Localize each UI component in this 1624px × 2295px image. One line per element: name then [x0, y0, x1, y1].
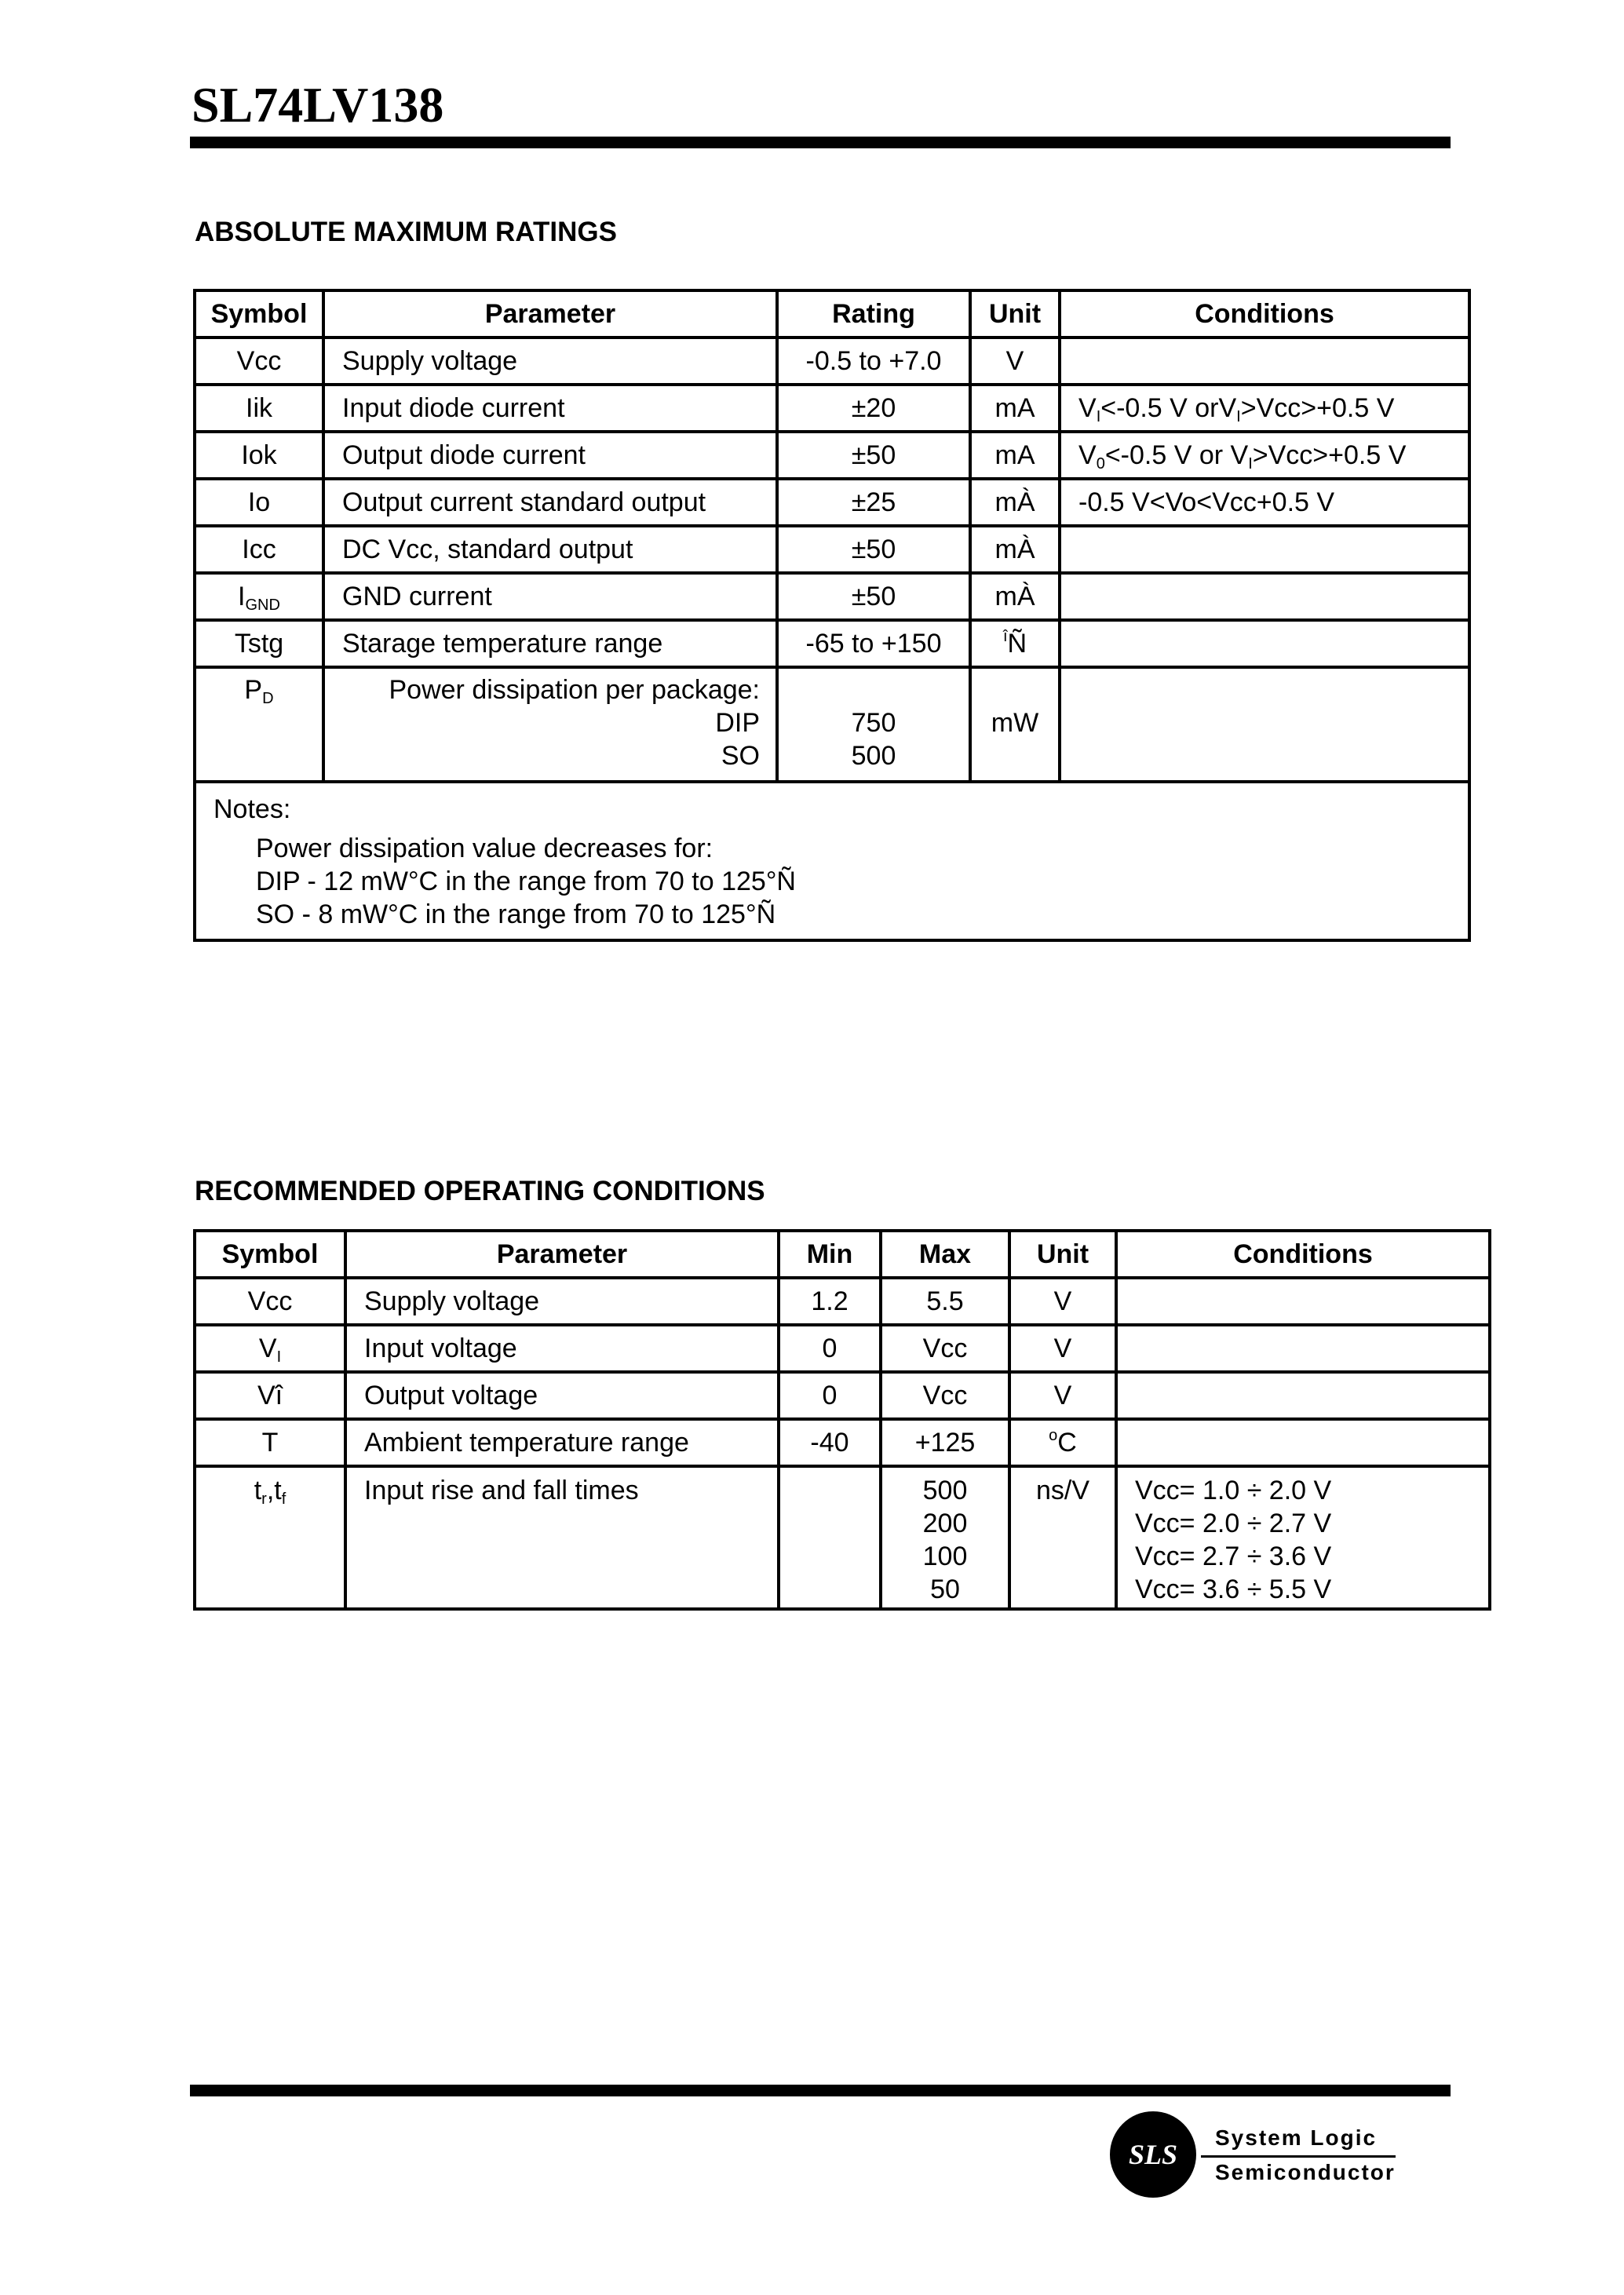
parameter-cell: DC Vcc, standard output [323, 526, 777, 573]
document-title: SL74LV138 [192, 77, 444, 133]
cond-text: >Vcc>+0.5 V [1252, 440, 1407, 470]
roc-section-title: RECOMMENDED OPERATING CONDITIONS [195, 1176, 765, 1206]
conditions-cell [1060, 620, 1469, 667]
unit-main: C [1057, 1428, 1077, 1458]
table-row [195, 1372, 1490, 1419]
conditions-cell [1060, 573, 1469, 620]
cond-subscript: I [1248, 455, 1253, 472]
absolute-maximum-ratings-table [193, 289, 1471, 942]
max-cell: Vcc [881, 1325, 1009, 1372]
parameter-cell: Input diode current [323, 385, 777, 432]
symbol-main: P [244, 675, 263, 705]
unit-cell: mÀ [970, 526, 1060, 573]
symbol-cell: Vcc [195, 1278, 345, 1325]
unit-cell: ns/V [1009, 1466, 1116, 1609]
conditions-cell [1116, 1278, 1490, 1325]
table-row [195, 526, 1469, 573]
conditions-cell [1060, 432, 1469, 479]
conditions-cell [1116, 1419, 1490, 1466]
max-cell: 5.5 [881, 1278, 1009, 1325]
max-value: 50 [930, 1574, 960, 1604]
unit-cell: V [1009, 1372, 1116, 1419]
table-row [195, 1325, 1490, 1372]
condition-line: Vcc= 2.7 ÷ 3.6 V [1135, 1542, 1332, 1571]
header-unit: Unit [970, 290, 1060, 338]
unit-cell: V [970, 338, 1060, 385]
condition-line: Vcc= 2.0 ÷ 2.7 V [1135, 1509, 1332, 1538]
parameter-cell: Starage temperature range [323, 620, 777, 667]
notes-line: Power dissipation value decreases for: [256, 834, 713, 863]
header-conditions: Conditions [1116, 1231, 1490, 1278]
company-underline [1201, 2155, 1396, 2158]
notes-line: DIP - 12 mW°C in the range from 70 to 125°Ñ [256, 867, 796, 896]
max-cell: +125 [881, 1419, 1009, 1466]
table-row [195, 385, 1469, 432]
cond-subscript: I [1236, 408, 1241, 425]
symbol-cell: Iok [195, 432, 323, 479]
recommended-operating-conditions-table [193, 1229, 1491, 1611]
conditions-cell: -0.5 V<Vo<Vcc+0.5 V [1060, 479, 1469, 526]
pd-rating: 500 [851, 741, 896, 771]
symbol-main: t [254, 1476, 262, 1505]
cond-subscript: I [1096, 408, 1101, 425]
header-parameter: Parameter [345, 1231, 779, 1278]
unit-cell [970, 620, 1060, 667]
parameter-cell: GND current [323, 573, 777, 620]
symbol-cell: Io [195, 479, 323, 526]
unit-cell: mÀ [970, 573, 1060, 620]
table-row [195, 1419, 1490, 1466]
cond-text: <-0.5 V or V [1104, 440, 1249, 470]
cond-text: V [1078, 393, 1097, 423]
unit-superscript: o [1049, 1427, 1058, 1444]
rating-cell: -65 to +150 [777, 620, 970, 667]
header-conditions: Conditions [1060, 290, 1469, 338]
symbol-cell: T [195, 1419, 345, 1466]
unit-cell: V [1009, 1325, 1116, 1372]
symbol-cell [195, 1325, 345, 1372]
cond-text: V [1078, 440, 1097, 470]
max-value: 100 [922, 1542, 968, 1571]
symbol-subscript: r [261, 1490, 267, 1508]
cond-text: <-0.5 V orV [1100, 393, 1237, 423]
notes-label: Notes: [213, 794, 291, 824]
min-cell: 0 [779, 1372, 881, 1419]
table-header-row [195, 1231, 1490, 1278]
parameter-cell: Supply voltage [345, 1278, 779, 1325]
symbol-cell: Icc [195, 526, 323, 573]
symbol-subscript: D [262, 690, 274, 707]
unit-cell [1009, 1419, 1116, 1466]
table-row [195, 573, 1469, 620]
symbol-cell: Vcc [195, 338, 323, 385]
conditions-cell [1116, 1372, 1490, 1419]
rating-cell: ±50 [777, 432, 970, 479]
conditions-cell [1116, 1325, 1490, 1372]
condition-line: Vcc= 3.6 ÷ 5.5 V [1135, 1574, 1332, 1604]
rating-cell: ±25 [777, 479, 970, 526]
cond-text: >Vcc>+0.5 V [1240, 393, 1395, 423]
table-row [195, 620, 1469, 667]
symbol-main: ,t [266, 1476, 282, 1505]
header-symbol: Symbol [195, 290, 323, 338]
symbol-main: I [238, 582, 246, 611]
unit-cell: mA [970, 385, 1060, 432]
header-min: Min [779, 1231, 881, 1278]
max-cell: Vcc [881, 1372, 1009, 1419]
table-row [195, 338, 1469, 385]
parameter-cell: Input rise and fall times [345, 1466, 779, 1609]
table-row-rise-fall [195, 1466, 1490, 1609]
symbol-cell: Iik [195, 385, 323, 432]
min-cell: -40 [779, 1419, 881, 1466]
rating-cell: ±50 [777, 573, 970, 620]
rating-cell: ±50 [777, 526, 970, 573]
unit-cell: mA [970, 432, 1060, 479]
rating-cell [777, 667, 970, 782]
min-cell [779, 1466, 881, 1609]
conditions-cell [1060, 385, 1469, 432]
table-row-power-dissipation [195, 667, 1469, 782]
header-parameter: Parameter [323, 290, 777, 338]
parameter-cell: Input voltage [345, 1325, 779, 1372]
parameter-cell: Output diode current [323, 432, 777, 479]
table-row [195, 479, 1469, 526]
footer-rule [190, 2085, 1451, 2096]
symbol-cell [195, 667, 323, 782]
min-cell: 0 [779, 1325, 881, 1372]
header-max: Max [881, 1231, 1009, 1278]
conditions-cell [1060, 526, 1469, 573]
conditions-cell [1060, 338, 1469, 385]
table-row [195, 1278, 1490, 1325]
rating-cell: -0.5 to +7.0 [777, 338, 970, 385]
pd-param-line: SO [721, 741, 760, 771]
conditions-cell [1060, 667, 1469, 782]
pd-param-line: Power dissipation per package: [389, 675, 760, 705]
symbol-main: V [258, 1334, 277, 1363]
max-value: 200 [922, 1509, 968, 1538]
amr-section-title: ABSOLUTE MAXIMUM RATINGS [195, 217, 617, 247]
table-row [195, 432, 1469, 479]
pd-rating: 750 [851, 708, 896, 738]
parameter-cell [323, 667, 777, 782]
header-rule [190, 137, 1451, 148]
company-name-line1: System Logic [1215, 2125, 1378, 2150]
notes-row [195, 782, 1469, 940]
table-header-row [195, 290, 1469, 338]
parameter-cell: Output current standard output [323, 479, 777, 526]
unit-cell [970, 667, 1060, 782]
symbol-cell: Tstg [195, 620, 323, 667]
parameter-cell: Supply voltage [323, 338, 777, 385]
unit-cell: V [1009, 1278, 1116, 1325]
unit-main: Ñ [1007, 629, 1027, 659]
header-rating: Rating [777, 290, 970, 338]
symbol-subscript: GND [245, 597, 280, 614]
pd-param-line: DIP [715, 708, 760, 738]
max-value: 500 [922, 1476, 968, 1505]
symbol-subscript: f [281, 1490, 286, 1508]
parameter-cell: Ambient temperature range [345, 1419, 779, 1466]
symbol-cell [195, 1466, 345, 1609]
pd-unit: mW [991, 708, 1039, 738]
symbol-cell: Vî [195, 1372, 345, 1419]
company-name-line2: Semiconductor [1215, 2160, 1396, 2184]
max-cell [881, 1466, 1009, 1609]
condition-line: Vcc= 1.0 ÷ 2.0 V [1135, 1476, 1332, 1505]
sls-logo: SLS [1110, 2111, 1196, 2198]
min-cell: 1.2 [779, 1278, 881, 1325]
cond-subscript: 0 [1096, 455, 1105, 472]
unit-cell: mÀ [970, 479, 1060, 526]
parameter-cell: Output voltage [345, 1372, 779, 1419]
symbol-cell [195, 573, 323, 620]
unit-superscript: î [1002, 628, 1008, 645]
header-symbol: Symbol [195, 1231, 345, 1278]
conditions-cell [1116, 1466, 1490, 1609]
rating-cell: ±20 [777, 385, 970, 432]
symbol-subscript: I [276, 1348, 282, 1366]
header-unit: Unit [1009, 1231, 1116, 1278]
notes-cell [195, 782, 1469, 940]
notes-line: SO - 8 mW°C in the range from 70 to 125°Ñ [256, 899, 776, 929]
